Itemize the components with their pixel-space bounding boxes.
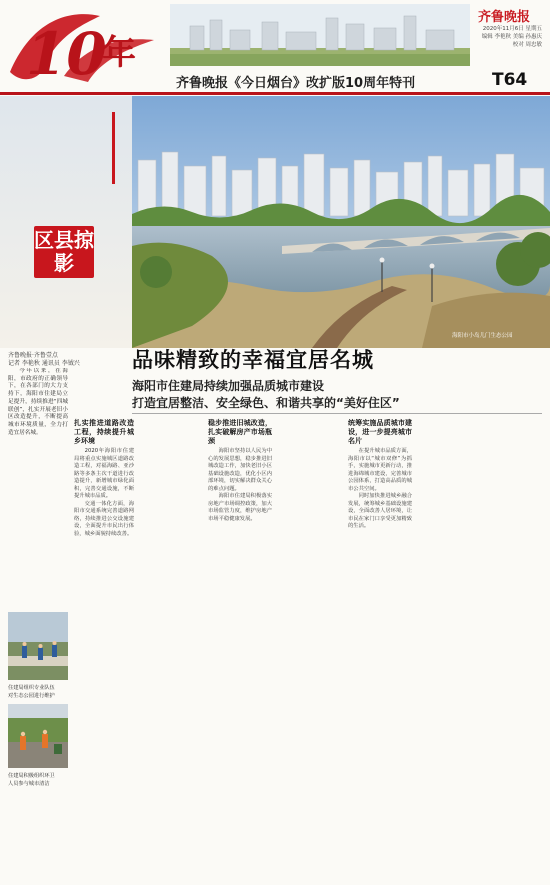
byline-reporters: 记者 李艳秋 通讯员 李钺兴: [8, 360, 80, 367]
article-subtitle-2: 打造宜居整洁、安全绿色、和谐共享的“美好住区”: [132, 396, 400, 410]
photo-sanitation-workers: [8, 704, 68, 768]
photo-workers-park: [8, 612, 68, 680]
section-tag: 区县掠影: [34, 226, 94, 278]
paragraph: 交通一体化方面，海阳市交通系统完善道路网络，持续推进公交设施建设，全面提升市民出行体验，城乡面貌持续改善。: [74, 500, 134, 538]
article-headline: 品味精致的幸福宜居名城: [132, 348, 374, 372]
article-column-3: [348, 416, 412, 884]
section-heading: 稳步推进旧城改造，扎实破解房产市场瓶颈: [208, 419, 272, 445]
paragraph: 海阳市住建局积极落实房地产市场调控政策，加大市场监管力度，维护房地产市场平稳健康发展。: [208, 493, 272, 522]
issue-date: 2020年11月6日 星期五: [482, 26, 542, 32]
headline-rule: [132, 413, 542, 414]
editor-line: 编辑 李艳秋 美编 孙惠庆: [481, 34, 542, 40]
page-number: T64: [492, 70, 528, 90]
section-heading: 扎实推进道路改造工程，持续提升城乡环境: [74, 419, 134, 445]
anniversary-logo: [4, 6, 174, 86]
article-lead: [8, 368, 68, 488]
paragraph: 在提升城市品质方面，海阳市以“城市双修”为抓手，实施城市更新行动，推进海绵城市建设，完善城市公园体系，打造高品质的城市公共空间。: [348, 448, 412, 492]
paragraph: 2020年海阳市住建局将重点实施城区道路改造工程，对福海路、亚沙路等多条主次干道进行改造提升，新增城市绿化面积，完善交通设施，不断提升城市品质。: [74, 448, 134, 500]
photo-1-caption-line-1: 住建局组织专业队伍: [8, 685, 55, 691]
photo-2-caption-line-2: 人员参与城市清洁: [8, 781, 50, 787]
hero-photo-caption: 海阳市小岛儿门生态公园: [452, 333, 513, 339]
paragraph: 同时加快推进城乡融合发展，统筹城乡基础设施建设，全面改善人居环境，让市民在家门口享受更加精致的生活。: [348, 493, 412, 530]
newspaper-brand: 齐鲁晚报: [478, 10, 531, 25]
article-column-2: [208, 416, 272, 884]
photo-1-caption-line-2: 对生态公园进行维护: [8, 693, 55, 699]
anniversary-number: 10: [26, 20, 107, 86]
feature-title: 齐鲁晚报《今日烟台》改扩版10周年特刊: [176, 76, 416, 91]
byline-outlet: 齐鲁晚报·齐鲁壹点: [8, 352, 58, 359]
anniversary-word: 年: [102, 33, 136, 73]
section-heading: 统筹实施品质城市建设，进一步提亮城市名片: [348, 419, 412, 445]
proof-line: 校对 周忠敏: [512, 42, 542, 48]
paragraph: 海阳市坚持以人民为中心的发展思想，稳步推进旧城改造工作，加快老旧小区基础设施改造，优化小区内部环境，切实解决群众关心的难点问题。: [208, 448, 272, 492]
article-subtitle-1: 海阳市住建局持续加强品质城市建设: [132, 379, 325, 393]
lead-paragraph: 今年以来，在海阳，市政府的正确领导下，在各部门的大力支持下，海阳市住建局立足提升，持续推进“四城联创”，扎实开展老旧小区改造提升，不断提高城市环境质量，全力打造宜居名城。: [8, 368, 68, 436]
masthead-skyline-photo: [170, 4, 470, 66]
article-column-1: [74, 416, 134, 884]
hero-photo-eco-park: [132, 96, 550, 348]
photo-2-caption-line-1: 住建局积极组织环卫: [8, 773, 55, 779]
decorative-red-bar: [112, 112, 115, 184]
masthead-rule: [0, 92, 550, 95]
